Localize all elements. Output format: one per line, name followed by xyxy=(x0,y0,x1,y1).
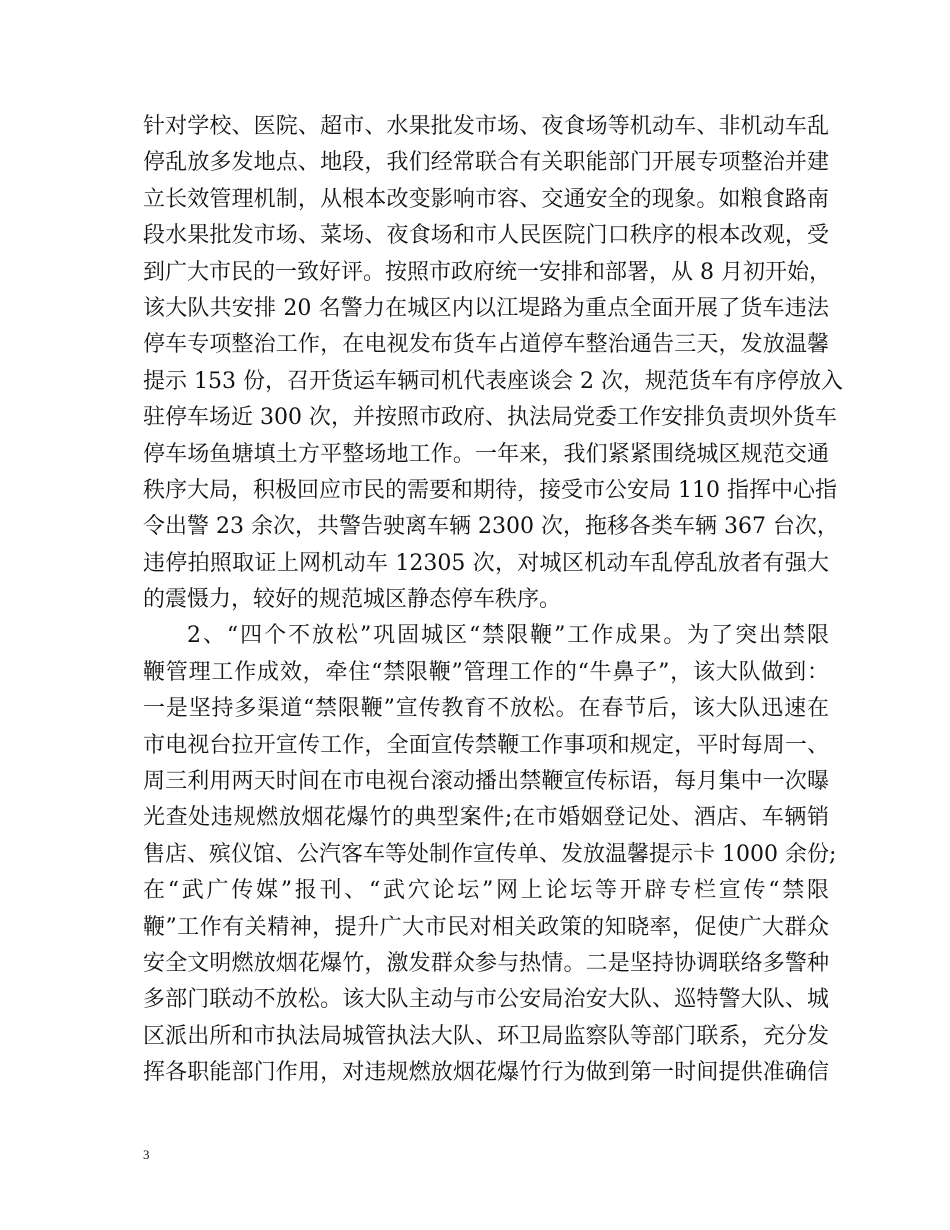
text-line: 区派出所和市执法局城管执法大队、环卫局监察队等部门联系，充分发 xyxy=(143,1023,829,1049)
text-line: 违停拍照取证上网机动车 12305 次，对城区机动车乱停乱放者有强大 xyxy=(143,550,829,576)
page-number: 3 xyxy=(143,1147,150,1162)
text-line: 段水果批发市场、菜场、夜食场和市人民医院门口秩序的根本改观，受 xyxy=(143,223,829,249)
text-line: 售店、殡仪馆、公汽客车等处制作宣传单、发放温馨提示卡 1000 余份; xyxy=(143,841,837,867)
text-line: 驻停车场近 300 次，并按照市政府、执法局党委工作安排负责坝外货车 xyxy=(143,405,837,431)
text-line: 挥各职能部门作用，对违规燃放烟花爆竹行为做到第一时间提供准确信 xyxy=(143,1060,829,1086)
body-text xyxy=(143,109,843,1092)
text-line: 提示 153 份，召开货运车辆司机代表座谈会 2 次，规范货车有序停放入 xyxy=(143,368,843,394)
text-line: 鞭”工作有关精神，提升广大市民对相关政策的知晓率，促使广大群众 xyxy=(143,914,829,940)
text-line: 周三利用两天时间在市电视台滚动播出禁鞭宣传标语，每月集中一次曝 xyxy=(143,769,829,795)
text-line: 立长效管理机制，从根本改变影响市容、交通安全的现象。如粮食路南 xyxy=(143,186,829,212)
text-line: 到广大市民的一致好评。按照市政府统一安排和部署，从 8 月初开始， xyxy=(143,259,831,285)
text-line: 的震慑力，较好的规范城区静态停车秩序。 xyxy=(143,587,562,613)
text-line: 多部门联动不放松。该大队主动与市公安局治安大队、巡特警大队、城 xyxy=(143,987,829,1013)
text-line: 光查处违规燃放烟花爆竹的典型案件;在市婚姻登记处、酒店、车辆销 xyxy=(143,805,829,831)
text-line: 令出警 23 余次，共警告驶离车辆 2300 次，拖移各类车辆 367 台次， xyxy=(143,514,839,540)
text-line: 停乱放多发地点、地段，我们经常联合有关职能部门开展专项整治并建 xyxy=(143,150,829,176)
text-line: 安全文明燃放烟花爆竹，激发群众参与热情。二是坚持协调联络多警种 xyxy=(143,950,829,976)
text-line: 该大队共安排 20 名警力在城区内以江堤路为重点全面开展了货车违法 xyxy=(143,295,829,321)
text-line: 针对学校、医院、超市、水果批发市场、夜食场等机动车、非机动车乱 xyxy=(143,114,829,139)
text-line: 一是坚持多渠道“禁限鞭”宣传教育不放松。在春节后，该大队迅速在 xyxy=(143,696,829,722)
text-line: 2、“四个不放松”巩固城区“禁限鞭”工作成果。为了突出禁限 xyxy=(187,623,829,649)
text-line: 鞭管理工作成效，牵住“禁限鞭”管理工作的“牛鼻子”，该大队做到： xyxy=(143,659,829,685)
text-line: 在“武广传媒”报刊、“武穴论坛”网上论坛等开辟专栏宣传“禁限 xyxy=(143,878,829,904)
text-line: 停车场鱼塘填土方平整场地工作。一年来，我们紧紧围绕城区规范交通 xyxy=(143,441,829,467)
text-line: 秩序大局，积极回应市民的需要和期待，接受市公安局 110 指挥中心指 xyxy=(143,477,837,503)
text-line: 市电视台拉开宣传工作，全面宣传禁鞭工作事项和规定，平时每周一、 xyxy=(143,732,829,758)
text-line: 停车专项整治工作，在电视发布货车占道停车整治通告三天，发放温馨 xyxy=(143,332,829,358)
